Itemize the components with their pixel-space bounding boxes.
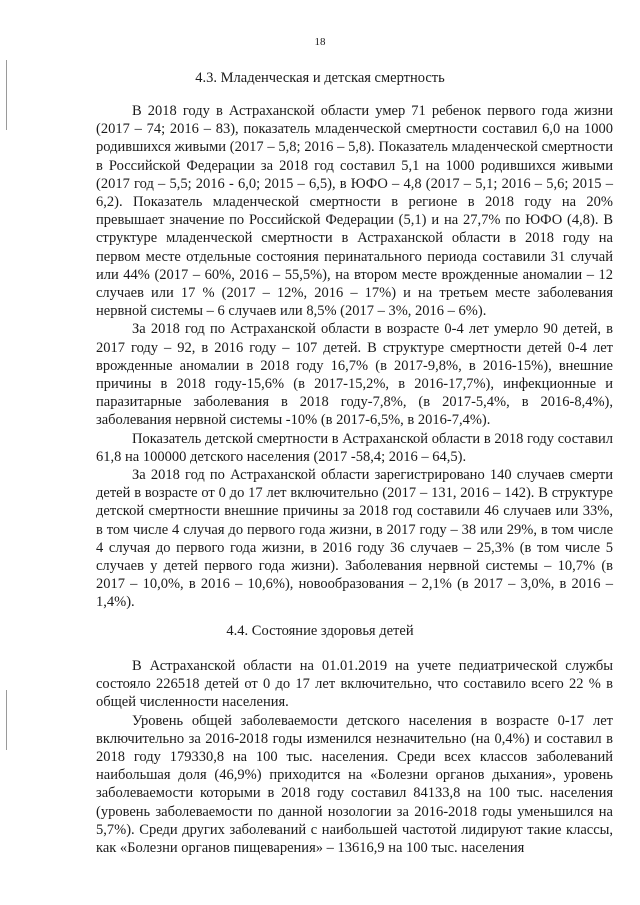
scan-edge-mark: [6, 690, 7, 750]
paragraph: В Астраханской области на 01.01.2019 на учете педиатрической службы состояло 226518 детей от 0 до 17 лет включительно, что составило всего 22 % в общей численности населения.: [96, 658, 613, 711]
section-heading-4-4: 4.4. Состояние здоровья детей: [226, 623, 414, 639]
page-number: 18: [314, 36, 326, 48]
paragraph: Показатель детской смертности в Астраханской области в 2018 году составил 61,8 на 100000 детского населения (2017 -58,4; 2016 – 64,5).: [96, 430, 613, 465]
section-4-4-body: [96, 657, 613, 857]
paragraph: Уровень общей заболеваемости детского населения в возрасте 0-17 лет включительно за 2016-2018 годы изменился незначительно (на 0,4%) и составил в 2018 году 179330,8 на 100 тыс. населения. Среди всех классов заболеваний наибольшая доля (46,9%) приходится на «Болезни органов дыхания», уровень заболеваемости которыми в 2018 году составил 84133,8 на 100 тыс. населения (уровень заболеваемости по данной нозологии за 2016-2018 годы уменьшился на 5,7%). Среди других заболеваний с наибольшей частотой лидируют такие классы, как «Болезни органов пищеварения» – 13616,9 на 100 тыс. населения: [96, 712, 613, 857]
paragraph: За 2018 год по Астраханской области в возрасте 0-4 лет умерло 90 детей, в 2017 году – 92, в 2016 году – 107 детей. В структуре смертности детей 0-4 лет врожденные аномалии в 2018 году 16,7% (в 2017-9,8%, в 2016-15%), внешние причины в 2018 году-15,6% (в 2017-15,2%, в 2016-17,7%), инфекционные и паразитарные заболевания в 2018 году-7,8%, (в 2017-5,4%, в 2016-8,4%), заболевания нервной системы -10% (в 2017-6,5%, в 2016-7,4%).: [96, 321, 613, 429]
paragraph: За 2018 год по Астраханской области зарегистрировано 140 случаев смерти детей в возрасте от 0 до 17 лет включительно (2017 – 131, 2016 – 142). В структуре детской смертности внешние причины за 2018 год составили 46 случаев или 33%, в том числе 4 случая до первого года жизни, в 2017 году – 38 или 29%, в том числе 4 случая до первого года жизни, в 2016 году 36 случаев – 25,3% (в том числе 5 случаев у детей первого года жизни). Заболевания нервной системы – 10,7% (в 2017 – 10,0%, в 2016 – 10,6%), новообразования – 2,1% (в 2017 – 3,0%, в 2016 – 1,4%).: [96, 467, 613, 611]
section-heading-4-3: 4.3. Младенческая и детская смертность: [195, 70, 445, 86]
section-4-3-body: [96, 102, 613, 612]
paragraph: В 2018 году в Астраханской области умер 71 ребенок первого года жизни (2017 – 74; 2016 – 83), показатель младенческой смертности составил 6,0 на 1000 родившихся живыми (2017 – 5,8; 2016 – 5,8). Показатель младенческой смертности в Российской Федерации за 2018 год составил 5,1 на 1000 родившихся живыми (2017 год – 5,5; 2016 - 6,0; 2015 – 6,5), в ЮФО – 4,8 (2017 – 5,1; 2016 – 5,6; 2015 – 6,2). Показатель младенческой смертности в регионе в 2018 году на 20% превышает значение по Российской Федерации (5,1) и на 27,7% по ЮФО (4,8). В структуре младенческой смертности в Астраханской области в 2018 году на первом месте отдельные состояния перинатального периода составили 31 случай или 44% (2017 – 60%, 2016 – 55,5%), на втором месте врожденные аномалии – 12 случаев или 17 % (2017 – 12%, 2016 – 17%) и на третьем месте заболевания нервной системы – 6 случаев или 8,5% (2017 – 3%, 2016 – 6%).: [96, 103, 613, 320]
